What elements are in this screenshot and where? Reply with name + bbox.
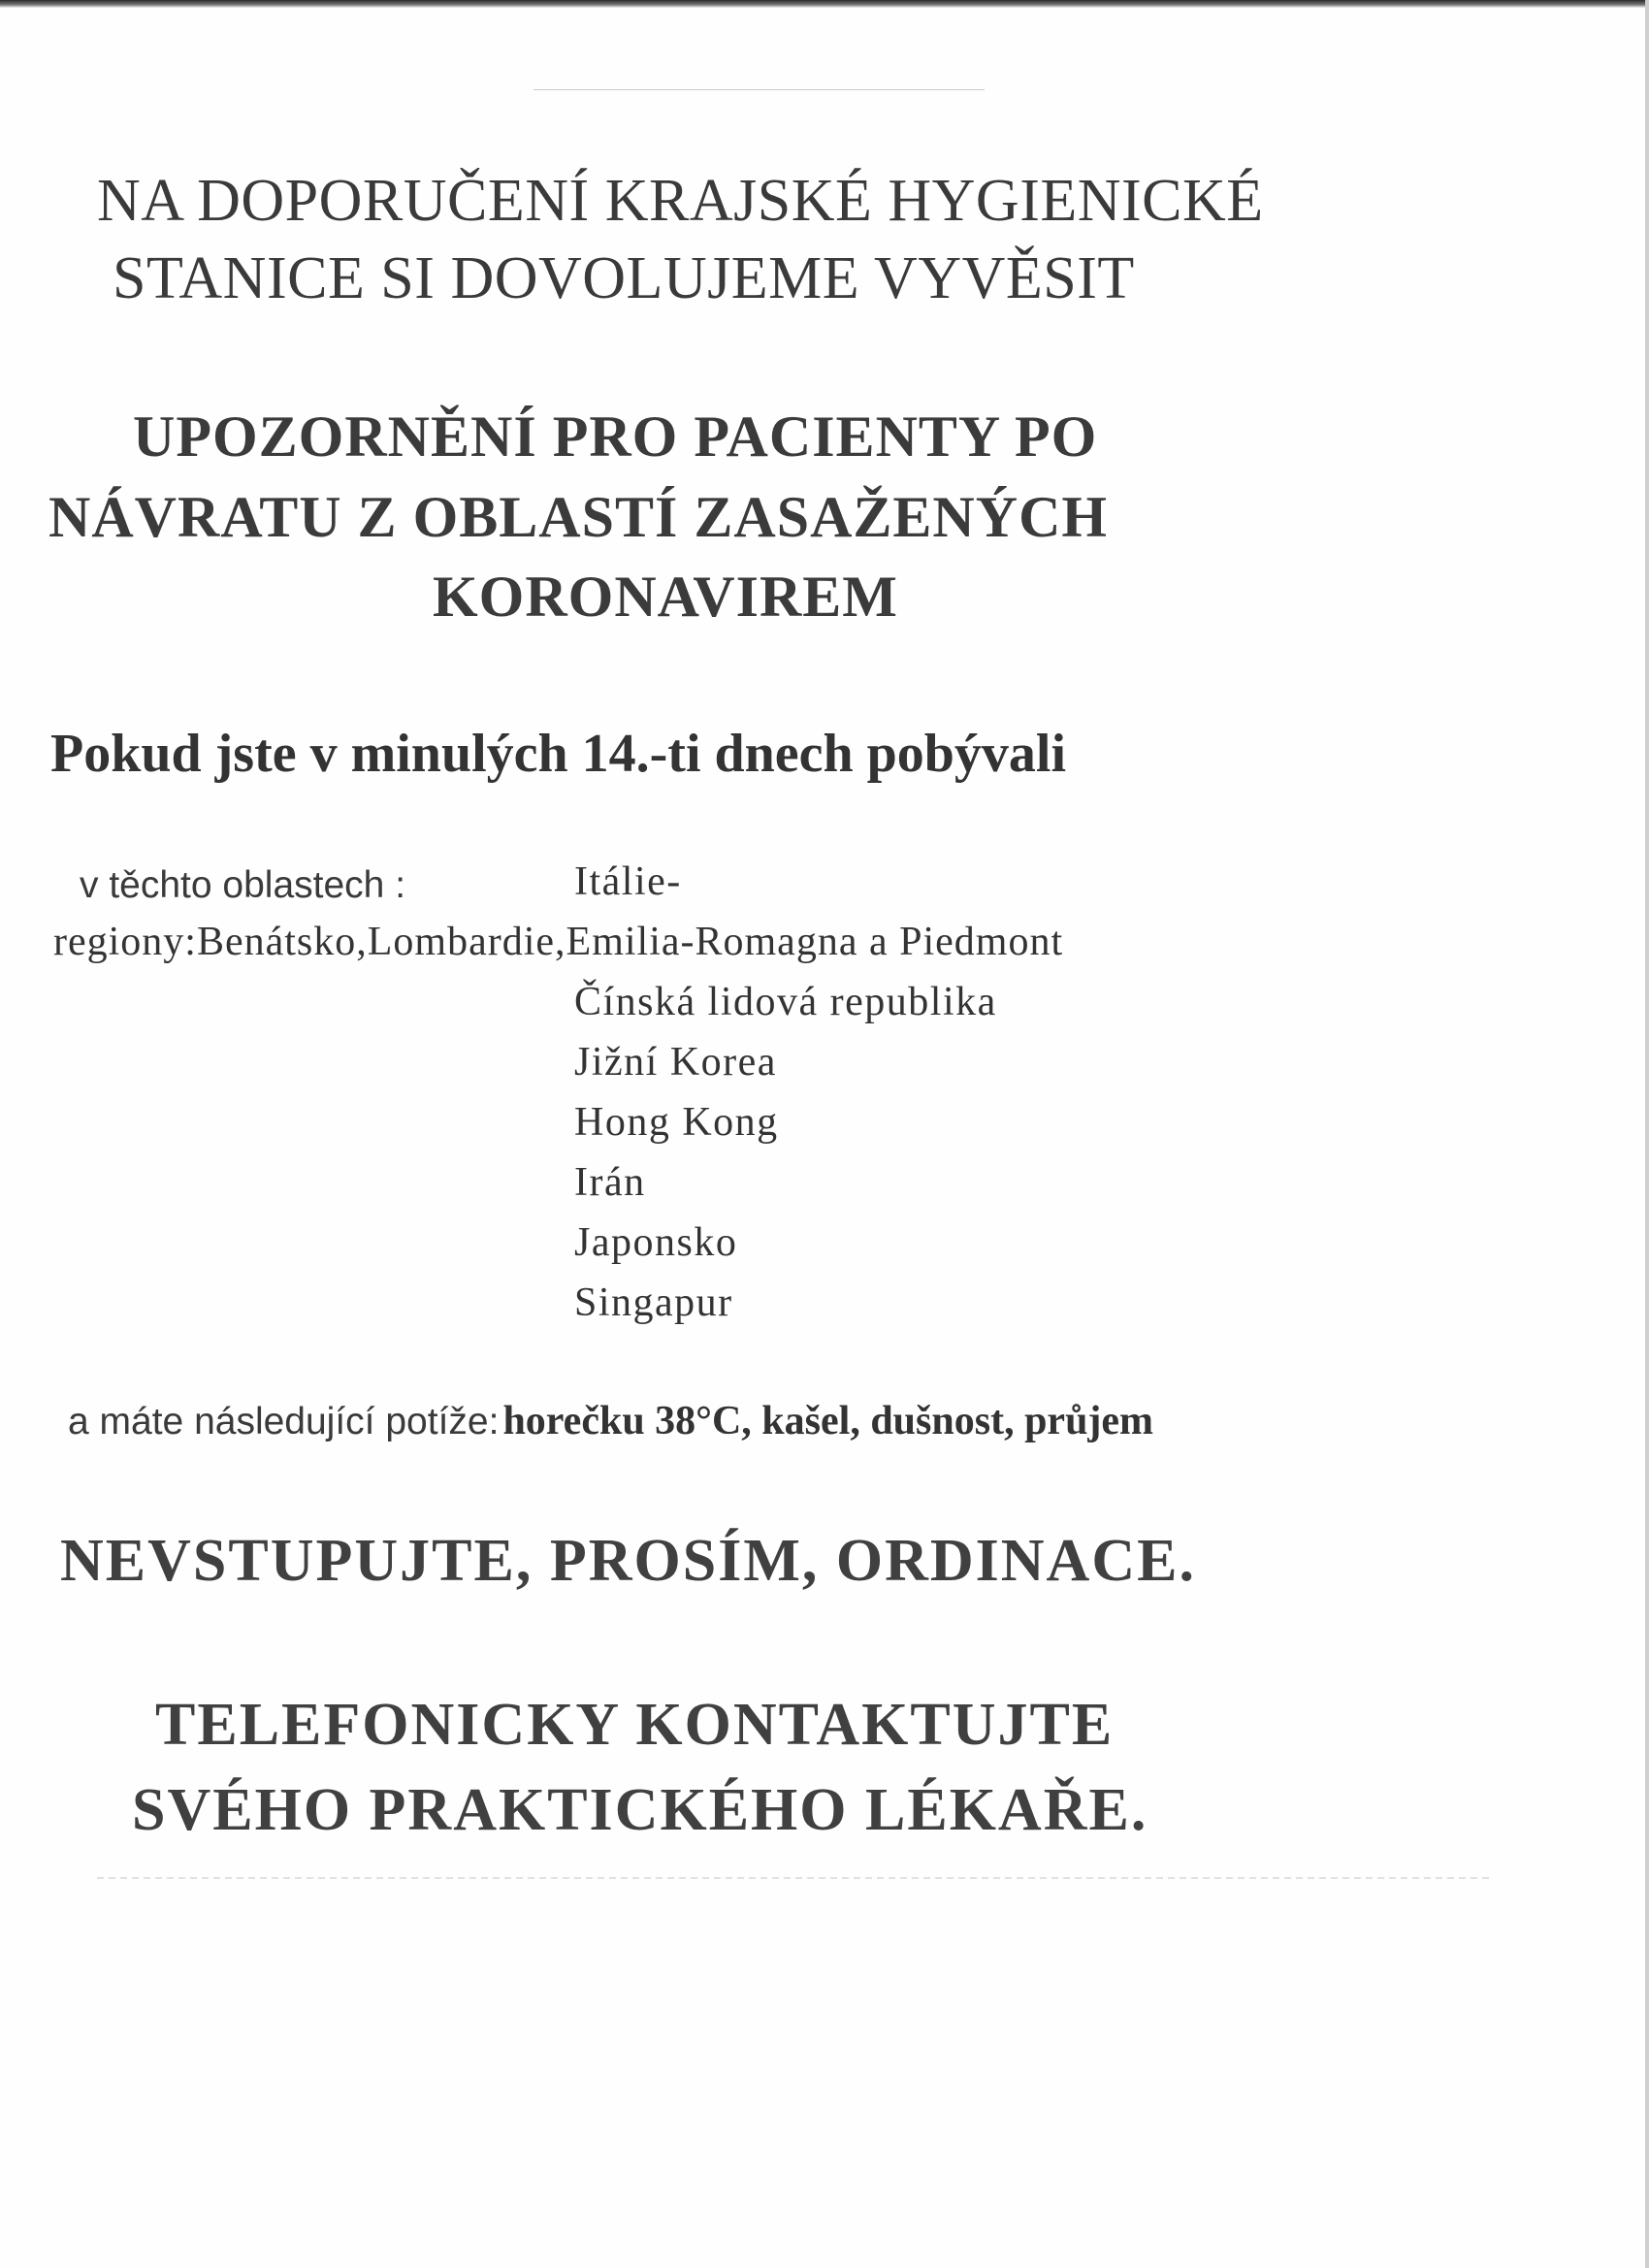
area-singapore: Singapur — [574, 1280, 733, 1325]
headline-line-1: UPOZORNĚNÍ PRO PACIENTY PO — [133, 405, 1098, 469]
scan-artifact-line — [534, 89, 985, 90]
contact-line-2: SVÉHO PRAKTICKÉHO LÉKAŘE. — [132, 1777, 1148, 1843]
area-china: Čínská lidová republika — [574, 980, 997, 1024]
warning-text: NEVSTUPUJTE, PROSÍM, ORDINACE. — [60, 1528, 1196, 1594]
headline-line-3: KORONAVIREM — [433, 565, 898, 629]
area-italy-regions: regiony:Benátsko,Lombardie,Emilia-Romagna a Piedmont — [53, 920, 1064, 964]
scan-edge-top — [0, 0, 1649, 8]
symptoms-list: horečku 38°C, kašel, dušnost, průjem — [502, 1399, 1154, 1443]
area-japan: Japonsko — [574, 1220, 738, 1265]
symptoms-label: a máte následující potíže: — [68, 1401, 500, 1442]
symptoms-line — [68, 1401, 1153, 1442]
area-south-korea: Jižní Korea — [574, 1040, 777, 1085]
area-hong-kong: Hong Kong — [574, 1100, 779, 1145]
lead-sentence: Pokud jste v minulých 14.-ti dnech pobývali — [50, 724, 1067, 784]
scan-edge-right — [1645, 0, 1649, 2268]
contact-line-1: TELEFONICKY KONTAKTUJTE — [155, 1692, 1115, 1758]
intro-line-1: NA DOPORUČENÍ KRAJSKÉ HYGIENICKÉ — [97, 168, 1264, 234]
area-italy: Itálie- — [574, 859, 682, 904]
scan-noise-line — [97, 1877, 1494, 1879]
intro-line-2: STANICE SI DOVOLUJEME VYVĚSIT — [113, 245, 1135, 311]
area-iran: Irán — [574, 1160, 646, 1205]
areas-label: v těchto oblastech : — [80, 864, 406, 906]
headline-line-2: NÁVRATU Z OBLASTÍ ZASAŽENÝCH — [48, 485, 1109, 549]
